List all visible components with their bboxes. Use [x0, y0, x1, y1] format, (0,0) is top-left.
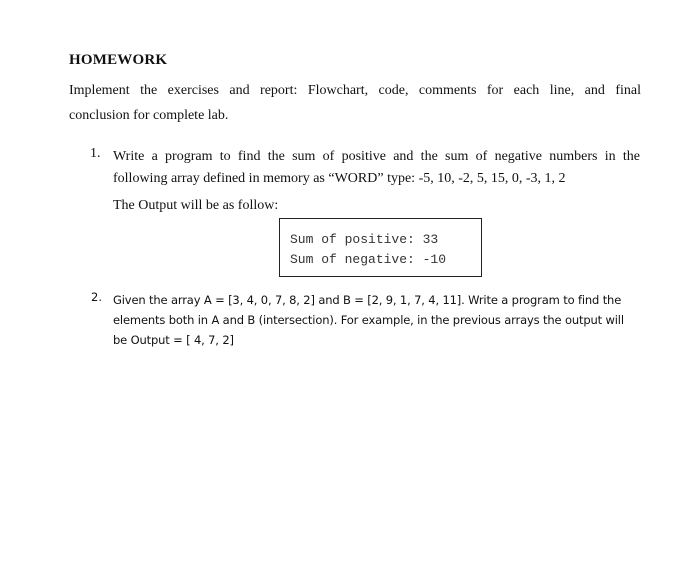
question-1-text [113, 146, 640, 190]
intro-line-1: Implement the exercises and report: Flowchart, code, comments for each line, and final [69, 83, 641, 98]
question-1-line-2: following array defined in memory as “WORD” type: -5, 10, -2, 5, 15, 0, -3, 1, 2 [113, 171, 566, 186]
question-2-text [113, 290, 638, 350]
output-line-positive: Sum of positive: 33 [290, 232, 439, 247]
question-2-line-1: Given the array A = [3, 4, 0, 7, 8, 2] and B = [2, 9, 1, 7, 4, 11]. Write a program to find the [113, 293, 622, 307]
document-title: HOMEWORK [69, 52, 168, 68]
output-line-negative: Sum of negative: -10 [290, 252, 447, 267]
intro-line-2: conclusion for complete lab. [69, 108, 229, 123]
question-1-line-1: Write a program to find the sum of positive and the sum of negative numbers in the [113, 149, 640, 164]
output-label: The Output will be as follow: [113, 198, 279, 213]
intro-paragraph [69, 78, 641, 128]
question-2-number: 2. [91, 290, 102, 304]
question-1-number: 1. [90, 146, 101, 161]
question-2-line-3: be Output = [ 4, 7, 2] [113, 333, 234, 347]
question-2-line-2: elements both in A and B (intersection). For example, in the previous arrays the output will [113, 313, 624, 327]
output-box [279, 218, 482, 277]
